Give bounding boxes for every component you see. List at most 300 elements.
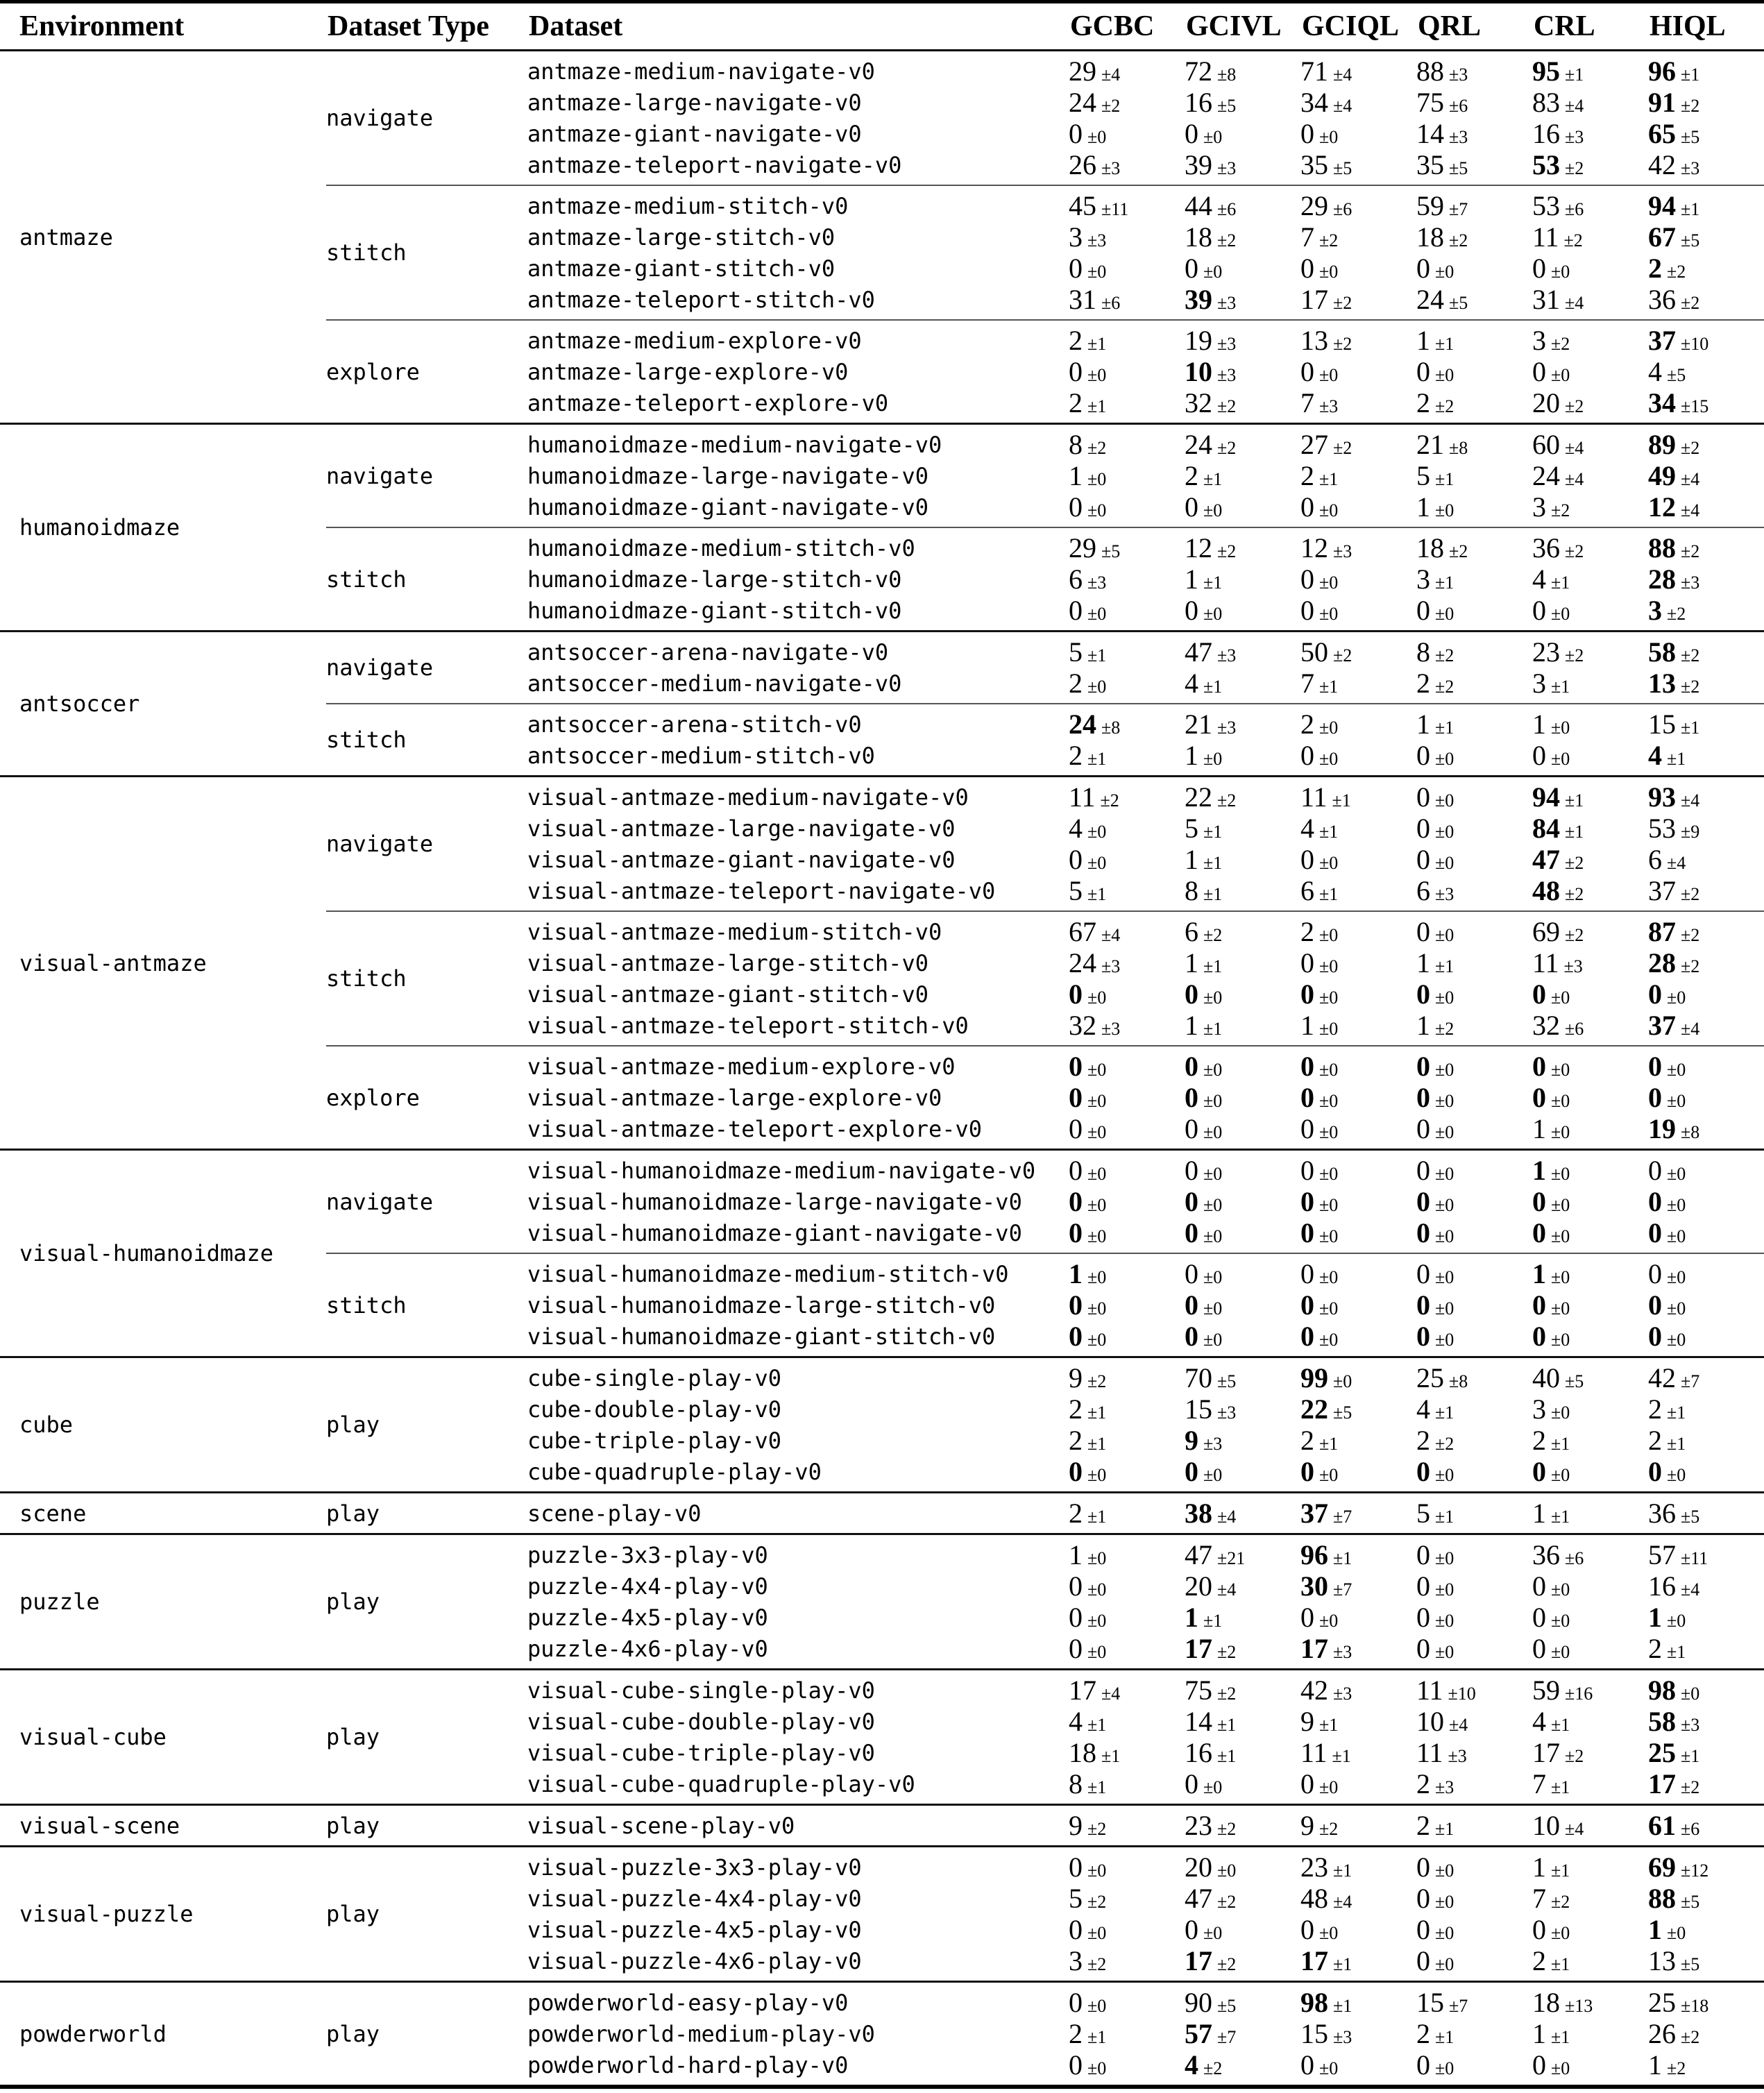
score-std-error: ±2 <box>1449 230 1468 251</box>
score-std-error: ±2 <box>1551 500 1570 520</box>
table-row <box>527 284 1764 315</box>
score-cell <box>1300 151 1416 179</box>
score-std-error: ±0 <box>1203 1090 1223 1111</box>
score-cell <box>1300 812 1416 844</box>
score-std-error: ±2 <box>1667 603 1686 624</box>
score-cell <box>1185 1393 1300 1425</box>
score-cell <box>1648 1185 1764 1217</box>
score-value: 0 <box>1416 1320 1430 1352</box>
score-value: 0 <box>1416 2049 1430 2081</box>
table-row <box>527 325 1764 356</box>
score-value: 9 <box>1300 1809 1314 1841</box>
dataset-name: antmaze-teleport-explore-v0 <box>527 389 889 416</box>
score-std-error: ±8 <box>1101 717 1121 738</box>
score-std-error: ±0 <box>1435 1059 1455 1080</box>
score-value: 0 <box>1532 1913 1546 1945</box>
dataset-name: antmaze-medium-navigate-v0 <box>527 58 875 85</box>
dataset-name: cube-single-play-v0 <box>527 1364 782 1391</box>
score-cell <box>1648 1770 1764 1798</box>
score-cell <box>1648 1851 1764 1883</box>
score-value: 24 <box>1532 459 1560 491</box>
dataset-name: visual-antmaze-medium-stitch-v0 <box>527 918 942 945</box>
score-value: 1 <box>1416 324 1430 356</box>
score-std-error: ±2 <box>1319 230 1339 251</box>
score-std-error: ±0 <box>1203 1163 1223 1184</box>
score-std-error: ±4 <box>1101 1683 1121 1704</box>
score-cell <box>1532 843 1648 875</box>
score-cell <box>1069 86 1185 118</box>
dataset-rows <box>527 532 1764 626</box>
score-value: 2 <box>1416 1424 1430 1456</box>
score-cell <box>1069 2051 1185 2079</box>
score-value: 0 <box>1416 1632 1430 1664</box>
score-value: 0 <box>1532 2049 1546 2081</box>
score-value: 37 <box>1648 874 1676 906</box>
score-value: 0 <box>1532 1570 1546 1602</box>
score-value: 1 <box>1532 1257 1546 1289</box>
score-std-error: ±0 <box>1087 1641 1107 1662</box>
score-cell <box>1532 223 1648 251</box>
score-cell <box>1300 55 1416 87</box>
score-value: 29 <box>1069 532 1096 564</box>
score-value: 18 <box>1416 221 1444 253</box>
dataset-type-group-play <box>326 1670 1764 1804</box>
score-std-error: ±0 <box>1681 1683 1700 1704</box>
score-cell <box>1185 1050 1300 1082</box>
score-value: 32 <box>1185 387 1212 418</box>
score-value: 0 <box>1069 1851 1083 1883</box>
score-std-error: ±2 <box>1203 924 1223 945</box>
table-row <box>527 709 1764 740</box>
score-std-error: ±5 <box>1217 95 1237 116</box>
column-header-gcbc: GCBC <box>1070 10 1155 42</box>
score-value: 0 <box>1069 1217 1083 1248</box>
score-value: 2 <box>1069 1497 1083 1529</box>
score-std-error: ±1 <box>1203 676 1223 697</box>
score-cell <box>1300 1009 1416 1041</box>
score-cell <box>1532 2017 1648 2049</box>
score-std-error: ±1 <box>1333 1860 1352 1881</box>
score-value: 47 <box>1185 636 1212 668</box>
table-row <box>527 221 1764 253</box>
score-cell <box>1069 2017 1185 2049</box>
score-std-error: ±1 <box>1565 821 1584 842</box>
score-value: 67 <box>1069 915 1096 947</box>
score-value: 89 <box>1648 428 1676 460</box>
score-value: 16 <box>1185 86 1212 118</box>
table-row <box>527 1914 1764 1945</box>
score-std-error: ±7 <box>1449 1995 1468 2016</box>
score-std-error: ±0 <box>1551 1579 1570 1600</box>
score-std-error: ±1 <box>1087 1777 1107 1797</box>
score-std-error: ±1 <box>1217 1714 1237 1735</box>
score-value: 17 <box>1300 1632 1328 1664</box>
score-value: 15 <box>1416 1986 1444 2018</box>
score-std-error: ±4 <box>1565 437 1584 458</box>
score-std-error: ±0 <box>1319 987 1339 1008</box>
score-value: 72 <box>1185 55 1212 87</box>
dataset-name: puzzle-3x3-play-v0 <box>527 1541 768 1568</box>
score-std-error: ±0 <box>1319 1610 1339 1631</box>
score-value: 24 <box>1069 86 1096 118</box>
score-std-error: ±2 <box>1087 1891 1107 1912</box>
score-value: 0 <box>1300 1050 1314 1082</box>
score-std-error: ±2 <box>1565 645 1584 666</box>
score-std-error: ±2 <box>1217 541 1237 561</box>
score-cell <box>1416 1601 1532 1633</box>
score-value: 0 <box>1416 1455 1430 1487</box>
score-cell <box>1648 1809 1764 1841</box>
score-cell <box>1648 1219 1764 1247</box>
score-std-error: ±1 <box>1087 396 1107 416</box>
score-cell <box>1648 1736 1764 1768</box>
score-value: 87 <box>1648 915 1676 947</box>
score-cell <box>1648 1570 1764 1602</box>
score-std-error: ±3 <box>1681 572 1700 593</box>
score-cell <box>1648 1112 1764 1144</box>
score-cell <box>1532 324 1648 356</box>
score-value: 39 <box>1185 149 1212 180</box>
score-cell <box>1532 86 1648 118</box>
score-std-error: ±2 <box>1667 261 1686 282</box>
score-std-error: ±5 <box>1333 158 1352 178</box>
score-value: 18 <box>1069 1736 1096 1768</box>
dataset-name: visual-antmaze-large-stitch-v0 <box>527 949 928 976</box>
score-cell <box>1416 1112 1532 1144</box>
score-cell <box>1069 1541 1185 1569</box>
score-std-error: ±0 <box>1319 1922 1339 1943</box>
score-std-error: ±2 <box>1681 676 1700 697</box>
score-cell <box>1648 1632 1764 1664</box>
table-row <box>527 1082 1764 1113</box>
dataset-rows <box>527 709 1764 771</box>
score-value: 0 <box>1416 1882 1430 1914</box>
score-value: 0 <box>1300 1455 1314 1487</box>
score-std-error: ±0 <box>1667 1226 1686 1246</box>
score-value: 75 <box>1416 86 1444 118</box>
score-value: 0 <box>1532 1217 1546 1248</box>
score-cell <box>1300 1154 1416 1186</box>
score-cell <box>1416 1851 1532 1883</box>
score-value: 0 <box>1185 978 1198 1010</box>
score-cell <box>1300 708 1416 740</box>
score-std-error: ±1 <box>1435 1506 1455 1527</box>
score-value: 2 <box>1416 387 1430 418</box>
score-std-error: ±1 <box>1435 333 1455 354</box>
score-value: 93 <box>1648 781 1676 813</box>
score-cell <box>1416 1809 1532 1841</box>
score-cell <box>1069 459 1185 491</box>
score-cell <box>1416 1257 1532 1289</box>
score-cell <box>1648 223 1764 251</box>
score-std-error: ±0 <box>1333 1371 1352 1391</box>
score-cell <box>1416 1291 1532 1319</box>
score-std-error: ±1 <box>1551 2026 1570 2047</box>
score-std-error: ±3 <box>1681 1714 1700 1735</box>
score-value: 8 <box>1416 636 1430 668</box>
score-cell <box>1069 428 1185 460</box>
env-section-powderworld <box>0 1981 1764 2085</box>
score-cell <box>1648 1601 1764 1633</box>
dataset-type-groups <box>326 1670 1764 1804</box>
score-std-error: ±2 <box>1681 292 1700 313</box>
score-std-error: ±0 <box>1551 1464 1570 1485</box>
score-value: 0 <box>1185 1217 1198 1248</box>
score-value: 6 <box>1185 915 1198 947</box>
score-std-error: ±1 <box>1435 2026 1455 2047</box>
score-value: 70 <box>1185 1362 1212 1393</box>
score-cell <box>1300 1809 1416 1841</box>
score-value: 42 <box>1648 1362 1676 1393</box>
score-std-error: ±0 <box>1203 1298 1223 1319</box>
score-std-error: ±5 <box>1333 1402 1352 1423</box>
score-cell <box>1185 874 1300 906</box>
score-std-error: ±0 <box>1319 2058 1339 2078</box>
score-std-error: ±2 <box>1101 95 1121 116</box>
score-cell <box>1185 1219 1300 1247</box>
score-std-error: ±1 <box>1435 717 1455 738</box>
score-cell <box>1416 1913 1532 1945</box>
score-std-error: ±0 <box>1435 1891 1455 1912</box>
score-value: 0 <box>1416 739 1430 771</box>
score-value: 0 <box>1069 1289 1083 1321</box>
score-value: 99 <box>1300 1362 1328 1393</box>
score-cell <box>1648 874 1764 906</box>
table-row <box>527 1987 1764 2018</box>
score-std-error: ±3 <box>1319 396 1339 416</box>
score-value: 29 <box>1300 189 1328 221</box>
dataset-type-label: stitch <box>326 727 407 753</box>
environment-label: visual-antmaze <box>19 949 207 976</box>
dataset-name: visual-antmaze-large-navigate-v0 <box>527 815 956 842</box>
score-value: 59 <box>1532 1674 1560 1706</box>
score-cell <box>1532 783 1648 811</box>
score-std-error: ±0 <box>1087 1548 1107 1568</box>
score-cell <box>1532 1257 1648 1289</box>
score-cell <box>1185 1913 1300 1945</box>
score-std-error: ±4 <box>1681 790 1700 811</box>
environment-label: visual-cube <box>19 1724 167 1750</box>
env-section-cube <box>0 1356 1764 1491</box>
score-value: 10 <box>1532 1809 1560 1841</box>
score-std-error: ±1 <box>1435 468 1455 489</box>
dataset-name: antmaze-large-explore-v0 <box>527 358 849 385</box>
table-row <box>527 1768 1764 1799</box>
score-std-error: ±0 <box>1551 748 1570 769</box>
dataset-type-group-play <box>326 1847 1764 1981</box>
score-std-error: ±0 <box>1551 1922 1570 1943</box>
score-value: 0 <box>1416 1851 1430 1883</box>
score-value: 0 <box>1416 1944 1430 1976</box>
score-cell <box>1069 493 1185 521</box>
score-value: 3 <box>1069 221 1083 253</box>
table-row <box>527 387 1764 418</box>
score-cell <box>1648 1393 1764 1425</box>
score-value: 67 <box>1648 221 1676 253</box>
environment-label: powderworld <box>19 2020 167 2047</box>
score-cell <box>1416 534 1532 562</box>
score-cell <box>1648 667 1764 699</box>
score-cell <box>1532 1541 1648 1569</box>
score-value: 1 <box>1648 2049 1662 2081</box>
score-value: 2 <box>1648 1393 1662 1425</box>
score-std-error: ±1 <box>1333 1548 1352 1568</box>
score-std-error: ±1 <box>1087 1433 1107 1454</box>
score-std-error: ±1 <box>1087 1506 1107 1527</box>
score-std-error: ±15 <box>1681 396 1709 416</box>
score-std-error: ±2 <box>1333 333 1352 354</box>
score-value: 32 <box>1532 1009 1560 1041</box>
score-value: 1 <box>1532 1154 1546 1186</box>
score-std-error: ±4 <box>1101 924 1121 945</box>
score-cell <box>1648 189 1764 221</box>
dataset-type-group-navigate <box>326 632 1764 703</box>
dataset-rows <box>527 1539 1764 1664</box>
score-std-error: ±6 <box>1565 1018 1584 1039</box>
score-value: 0 <box>1416 1112 1430 1144</box>
score-std-error: ±2 <box>1667 2058 1686 2078</box>
dataset-type-label: stitch <box>326 1291 407 1319</box>
score-value: 7 <box>1300 221 1314 253</box>
score-value: 9 <box>1300 1705 1314 1737</box>
score-std-error: ±0 <box>1087 1090 1107 1111</box>
score-value: 0 <box>1185 1112 1198 1144</box>
score-std-error: ±2 <box>1217 1954 1237 1974</box>
score-value: 2 <box>1648 1424 1662 1456</box>
dataset-type-label: navigate <box>326 1188 434 1215</box>
table-row <box>527 532 1764 564</box>
score-value: 34 <box>1648 387 1676 418</box>
score-value: 3 <box>1532 1393 1546 1425</box>
score-cell <box>1069 638 1185 666</box>
score-cell <box>1069 1601 1185 1633</box>
score-cell <box>1300 1081 1416 1113</box>
score-cell <box>1648 1154 1764 1186</box>
score-std-error: ±0 <box>1551 1641 1570 1662</box>
table-row <box>527 1289 1764 1321</box>
score-value: 0 <box>1069 1632 1083 1664</box>
score-cell <box>1069 223 1185 251</box>
score-std-error: ±0 <box>1667 1090 1686 1111</box>
score-value: 0 <box>1069 491 1083 523</box>
score-cell <box>1069 1809 1185 1841</box>
score-value: 11 <box>1416 1736 1443 1768</box>
score-value: 0 <box>1069 355 1083 387</box>
score-std-error: ±5 <box>1449 292 1468 313</box>
score-value: 0 <box>1648 1185 1662 1217</box>
score-value: 19 <box>1185 324 1212 356</box>
score-value: 35 <box>1300 149 1328 180</box>
score-std-error: ±0 <box>1087 821 1107 842</box>
score-cell <box>1185 915 1300 947</box>
score-std-error: ±0 <box>1435 1121 1455 1142</box>
score-std-error: ±2 <box>1087 1954 1107 1974</box>
score-value: 7 <box>1532 1768 1546 1799</box>
score-cell <box>1300 1986 1416 2018</box>
score-std-error: ±2 <box>1203 2058 1223 2078</box>
score-std-error: ±2 <box>1087 1371 1107 1391</box>
score-value: 37 <box>1648 1009 1676 1041</box>
score-value: 0 <box>1532 594 1546 626</box>
score-cell <box>1416 55 1532 87</box>
score-cell <box>1416 324 1532 356</box>
score-std-error: ±0 <box>1087 1329 1107 1350</box>
table-row <box>527 87 1764 118</box>
score-cell <box>1416 2017 1532 2049</box>
score-cell <box>1185 708 1300 740</box>
score-std-error: ±0 <box>1319 126 1339 147</box>
table-row <box>527 636 1764 668</box>
score-cell <box>1416 594 1532 626</box>
score-std-error: ±2 <box>1333 645 1352 666</box>
score-value: 12 <box>1648 491 1676 523</box>
dataset-name: antmaze-teleport-navigate-v0 <box>527 151 902 178</box>
dataset-name: visual-humanoidmaze-giant-stitch-v0 <box>527 1323 996 1350</box>
score-cell <box>1416 389 1532 417</box>
score-std-error: ±3 <box>1563 956 1583 976</box>
score-value: 2 <box>1648 252 1662 284</box>
score-cell <box>1648 1291 1764 1319</box>
score-value: 0 <box>1532 739 1546 771</box>
score-value: 1 <box>1300 1009 1314 1041</box>
score-cell <box>1069 324 1185 356</box>
column-header-dataset-type: Dataset Type <box>328 10 489 42</box>
score-cell <box>1185 783 1300 811</box>
score-cell <box>1532 1632 1648 1664</box>
table-row <box>527 875 1764 906</box>
score-std-error: ±0 <box>1319 1090 1339 1111</box>
table-row <box>527 1675 1764 1706</box>
score-std-error: ±1 <box>1435 956 1455 976</box>
dataset-name: antsoccer-medium-navigate-v0 <box>527 670 902 697</box>
score-value: 9 <box>1069 1362 1083 1393</box>
score-std-error: ±5 <box>1681 1506 1700 1527</box>
score-cell <box>1532 1705 1648 1737</box>
dataset-name: visual-antmaze-teleport-explore-v0 <box>527 1115 983 1142</box>
dataset-name: cube-double-play-v0 <box>527 1396 782 1423</box>
score-value: 47 <box>1185 1539 1212 1570</box>
score-value: 17 <box>1532 1736 1560 1768</box>
score-std-error: ±0 <box>1551 2058 1570 2078</box>
score-value: 15 <box>1300 2017 1328 2049</box>
score-value: 0 <box>1185 1185 1198 1217</box>
dataset-type-groups <box>326 1151 1764 1356</box>
score-cell <box>1185 223 1300 251</box>
score-cell <box>1185 1705 1300 1737</box>
score-value: 0 <box>1416 1601 1430 1633</box>
score-cell <box>1069 117 1185 149</box>
score-cell <box>1300 563 1416 595</box>
table-row <box>527 149 1764 180</box>
score-std-error: ±0 <box>1667 1464 1686 1485</box>
score-std-error: ±0 <box>1551 1194 1570 1215</box>
score-std-error: ±3 <box>1087 572 1107 593</box>
dataset-type-label: play <box>326 1500 380 1527</box>
score-value: 24 <box>1185 428 1212 460</box>
score-std-error: ±3 <box>1217 333 1237 354</box>
score-value: 59 <box>1416 189 1444 221</box>
dataset-rows <box>527 1810 1764 1841</box>
score-value: 4 <box>1532 563 1546 595</box>
score-std-error: ±6 <box>1449 95 1468 116</box>
score-cell <box>1416 1944 1532 1976</box>
table-row <box>527 1737 1764 1768</box>
score-value: 5 <box>1416 1497 1430 1529</box>
score-value: 4 <box>1069 1705 1083 1737</box>
dataset-name: antmaze-large-navigate-v0 <box>527 89 862 116</box>
table-row <box>527 1010 1764 1041</box>
table-row <box>527 1570 1764 1602</box>
